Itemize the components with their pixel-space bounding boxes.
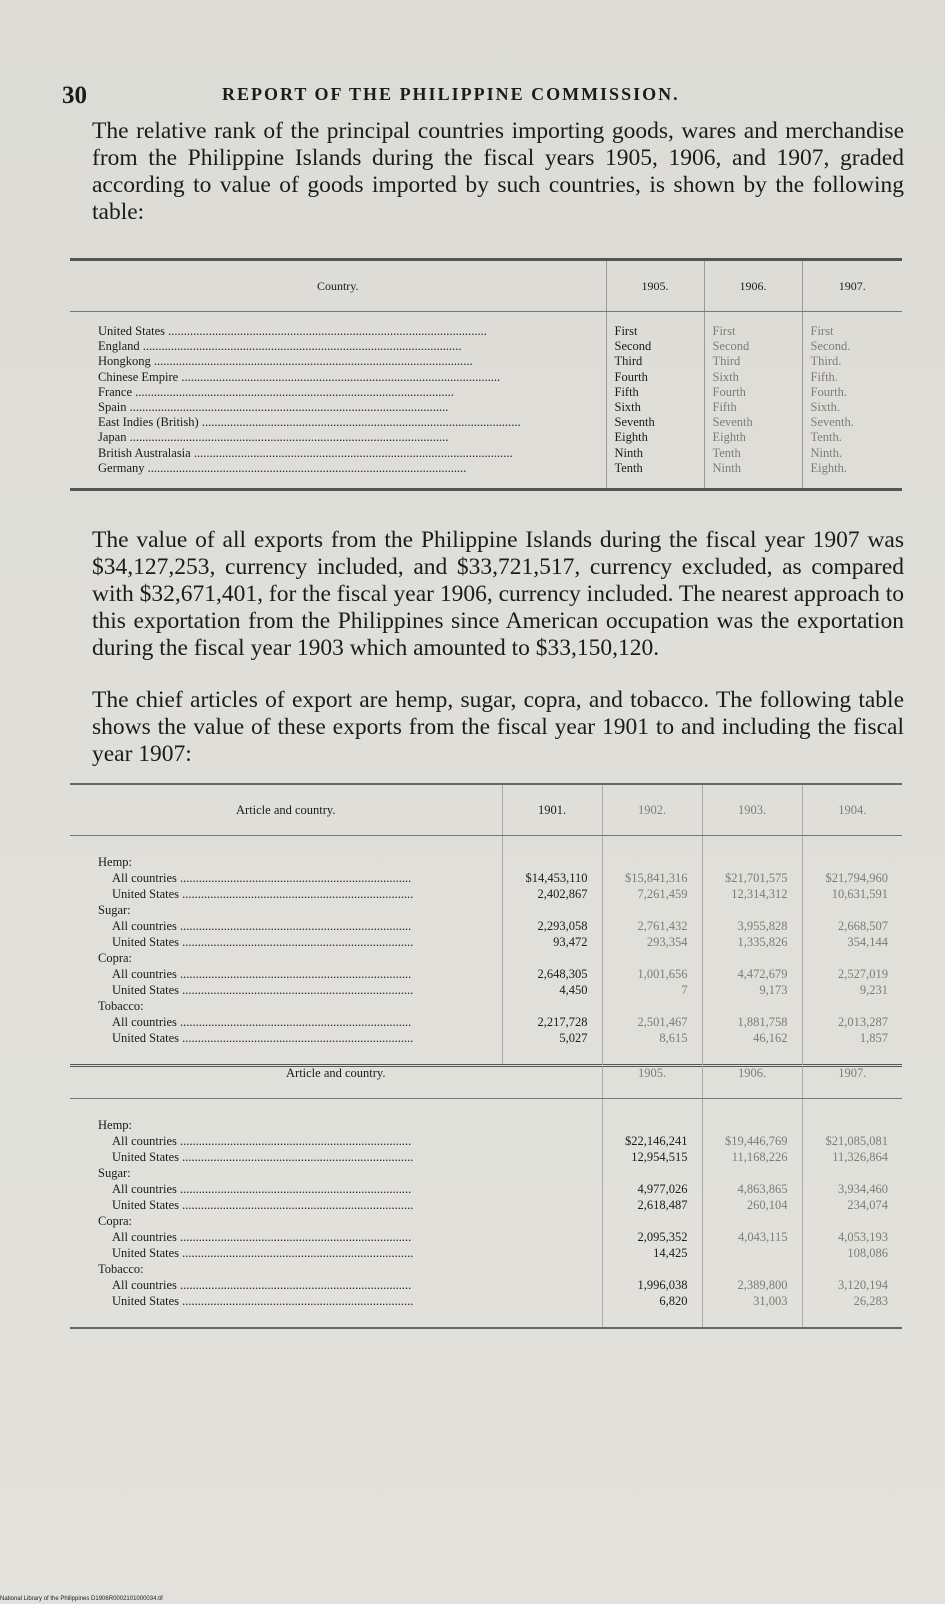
value-cell: 2,761,432 [602,918,702,934]
value-cell: 11,326,864 [802,1149,902,1165]
value-cell: 4,977,026 [602,1181,702,1197]
table-row [70,1229,902,1245]
export-table-1905-1907 [70,1048,902,1329]
value-cell: 11,168,226 [702,1149,802,1165]
row-label: United States .......................................................................... [112,1031,414,1045]
export-table-1901-1904 [70,783,902,1067]
empty-cell [702,902,802,918]
table-row [70,886,902,902]
empty-cell [602,1117,702,1133]
col-header-1907: 1907. [802,1048,902,1099]
table-row: Spain ...................................................................................................... [98,400,449,415]
row-label: All countries .......................................................................... [112,1134,412,1148]
row-label-text: United States [112,1031,180,1045]
value-cell: 5,027 [502,1030,602,1046]
row-label-text: United States [112,887,180,901]
value-cell: 2,648,305 [502,966,602,982]
empty-cell [602,998,702,1014]
group-label: Hemp: [98,1118,133,1132]
table-row [70,966,902,982]
table-row: Hongkong ...................................................................................................... [98,354,473,369]
value-cell: 14,425 [602,1245,702,1261]
rank-table [70,258,902,491]
empty-cell [502,854,602,870]
row-label-text: United States [112,1150,180,1164]
row-label: All countries .......................................................................... [112,871,412,885]
value-cell: 46,162 [702,1030,802,1046]
col-header-1907: 1907. [802,260,902,312]
col-header-1906: 1906. [702,1048,802,1099]
empty-cell [702,1261,802,1277]
row-label-text: All countries [112,871,177,885]
articles-paragraph: The chief articles of export are hemp, sugar, copra, and tobacco. The following table shows the value of these exports from the fiscal year 1901 to and including the fiscal year 1907: [92,687,904,767]
empty-cell [502,950,602,966]
group-label: Sugar: [98,903,131,917]
value-cell: 9,231 [802,982,902,998]
col-header-1905: 1905. [602,1048,702,1099]
row-label-text: All countries [112,1134,177,1148]
value-cell: 260,104 [702,1197,802,1213]
table-row: France ...................................................................................................... [98,384,454,399]
value-cell: 293,354 [602,934,702,950]
row-label-text: All countries [112,1182,177,1196]
table-row [70,1293,902,1309]
table-row [70,918,902,934]
group-row [70,854,902,870]
rank-column-1906: First Second Third Sixth Fourth Fifth Seventh Eighth Tenth Ninth [704,312,802,490]
table-row: East Indies (British) ...................................................................................................... [98,415,521,430]
value-cell: 2,527,019 [802,966,902,982]
table-row [70,982,902,998]
empty-cell [802,854,902,870]
group-label: Tobacco: [98,1262,144,1276]
group-row [70,1117,902,1133]
value-cell: 4,472,679 [702,966,802,982]
value-cell: 31,003 [702,1293,802,1309]
col-header-1902: 1902. [602,784,702,836]
group-label: Copra: [98,951,133,965]
value-cell: 10,631,591 [802,886,902,902]
value-cell: 12,314,312 [702,886,802,902]
value-cell: 354,144 [802,934,902,950]
value-cell: 3,934,460 [802,1181,902,1197]
group-row [70,998,902,1014]
value-cell: $22,146,241 [602,1133,702,1149]
value-cell: 7,261,459 [602,886,702,902]
table-row [70,1149,902,1165]
value-cell: 4,043,115 [702,1229,802,1245]
col-header-1901: 1901. [502,784,602,836]
country-list [70,312,606,490]
value-cell: 7 [602,982,702,998]
rank-column-1905: First Second Third Fourth Fifth Sixth Seventh Eighth Ninth Tenth [606,312,704,490]
empty-cell [602,1165,702,1181]
col-header-article: Article and country. [70,1048,602,1099]
value-cell: 1,857 [802,1030,902,1046]
page-header [62,78,902,118]
value-cell: 108,086 [802,1245,902,1261]
row-label-text: All countries [112,967,177,981]
table-row: British Australasia ...................................................................................................... [98,445,513,460]
value-cell: 3,120,194 [802,1277,902,1293]
row-label-text: All countries [112,919,177,933]
running-head: REPORT OF THE PHILIPPINE COMMISSION. [222,84,680,104]
group-label: Copra: [98,1214,133,1228]
value-cell: $21,701,575 [702,870,802,886]
row-label: All countries .......................................................................... [112,919,412,933]
value-cell: 2,389,800 [702,1277,802,1293]
value-cell: $15,841,316 [602,870,702,886]
value-cell: 2,668,507 [802,918,902,934]
row-label-text: United States [112,983,180,997]
value-cell: $19,446,769 [702,1133,802,1149]
row-label-text: United States [112,935,180,949]
empty-cell [802,1213,902,1229]
empty-cell [802,902,902,918]
value-cell: 4,053,193 [802,1229,902,1245]
value-cell: 12,954,515 [602,1149,702,1165]
row-label: United States .......................................................................... [112,887,414,901]
intro-paragraph: The relative rank of the principal countries importing goods, wares and merchandise from the Philippine Islands during the fiscal years 1905, 1906, and 1907, graded according to value of goods imported by such countries, is shown by the following table: [92,118,904,225]
table-row [70,1197,902,1213]
table-row [70,1014,902,1030]
value-cell: 9,173 [702,982,802,998]
empty-cell [602,1261,702,1277]
rank-column-1907: First Second. Third. Fifth. Fourth. Sixth. Seventh. Tenth. Ninth. Eighth. [802,312,902,490]
table-row [70,1245,902,1261]
value-cell: 2,501,467 [602,1014,702,1030]
row-label-text: United States [112,1246,180,1260]
value-cell: 3,955,828 [702,918,802,934]
table-row [70,1277,902,1293]
value-cell: 26,283 [802,1293,902,1309]
value-cell: 4,863,865 [702,1181,802,1197]
value-cell: $21,794,960 [802,870,902,886]
group-label: Tobacco: [98,999,144,1013]
table-row: Chinese Empire ...................................................................................................... [98,369,501,384]
col-header-article: Article and country. [70,784,502,836]
empty-cell [502,998,602,1014]
group-row [70,950,902,966]
value-cell [702,1245,802,1261]
empty-cell [802,1261,902,1277]
group-row [70,902,902,918]
table-row: Japan ...................................................................................................... [98,430,449,445]
empty-cell [802,998,902,1014]
row-label: United States .......................................................................... [112,1150,414,1164]
empty-cell [702,854,802,870]
row-label: All countries .......................................................................... [112,1230,412,1244]
value-cell: 2,217,728 [502,1014,602,1030]
row-label-text: United States [112,1198,180,1212]
value-cell: 1,001,656 [602,966,702,982]
row-label-text: All countries [112,1015,177,1029]
empty-cell [702,998,802,1014]
empty-cell [702,1165,802,1181]
row-label: United States .......................................................................... [112,1198,414,1212]
row-label: All countries .......................................................................... [112,967,412,981]
table-row [70,1030,902,1046]
table-row [70,1133,902,1149]
value-cell: $14,453,110 [502,870,602,886]
empty-cell [702,1213,802,1229]
value-cell: 2,618,487 [602,1197,702,1213]
empty-cell [502,902,602,918]
group-label: Hemp: [98,855,133,869]
value-cell: $21,085,081 [802,1133,902,1149]
row-label: United States .......................................................................... [112,1294,414,1308]
table-row: Germany ...................................................................................................... [98,460,467,475]
exports-paragraph: The value of all exports from the Philippine Islands during the fiscal year 1907 was $34,127,253, currency included, and $33,721,517, currency excluded, as compared with $32,671,401, for the fiscal year 1906, currency included. The nearest approach to this exportation from the Philippines since American occupation was the exportation during the fiscal year 1903 which amounted to $33,150,120. [92,527,905,661]
scan-footer: National Library of the Philippines D1906R0002101000034.tif [0,1596,163,1602]
table-row [70,870,902,886]
empty-cell [802,1165,902,1181]
group-row [70,1261,902,1277]
row-label-text: All countries [112,1230,177,1244]
row-label: All countries .......................................................................... [112,1182,412,1196]
value-cell: 234,074 [802,1197,902,1213]
value-cell: 2,293,058 [502,918,602,934]
value-cell: 1,335,826 [702,934,802,950]
value-cell: 6,820 [602,1293,702,1309]
row-label: United States .......................................................................... [112,983,414,997]
table-row: England ...................................................................................................... [98,339,462,354]
row-label: United States .......................................................................... [112,1246,414,1260]
value-cell: 1,881,758 [702,1014,802,1030]
value-cell: 8,615 [602,1030,702,1046]
col-header-1904: 1904. [802,784,902,836]
group-row [70,1213,902,1229]
group-label: Sugar: [98,1166,131,1180]
row-label-text: United States [112,1294,180,1308]
col-header-1906: 1906. [704,260,802,312]
group-row [70,1165,902,1181]
value-cell: 2,402,867 [502,886,602,902]
empty-cell [802,1117,902,1133]
empty-cell [702,950,802,966]
value-cell: 93,472 [502,934,602,950]
table-row [70,934,902,950]
col-header-country: Country. [70,260,606,312]
table-row: United States ...................................................................................................... [98,324,487,338]
empty-cell [602,1213,702,1229]
empty-cell [702,1117,802,1133]
empty-cell [802,950,902,966]
col-header-1903: 1903. [702,784,802,836]
value-cell: 1,996,038 [602,1277,702,1293]
row-label: All countries .......................................................................... [112,1278,412,1292]
page-number: 30 [62,82,87,109]
table-row [70,1181,902,1197]
empty-cell [602,950,702,966]
row-label: All countries .......................................................................... [112,1015,412,1029]
empty-cell [602,902,702,918]
value-cell: 2,095,352 [602,1229,702,1245]
col-header-1905: 1905. [606,260,704,312]
row-label-text: All countries [112,1278,177,1292]
value-cell: 4,450 [502,982,602,998]
empty-cell [602,854,702,870]
row-label: United States .......................................................................... [112,935,414,949]
value-cell: 2,013,287 [802,1014,902,1030]
